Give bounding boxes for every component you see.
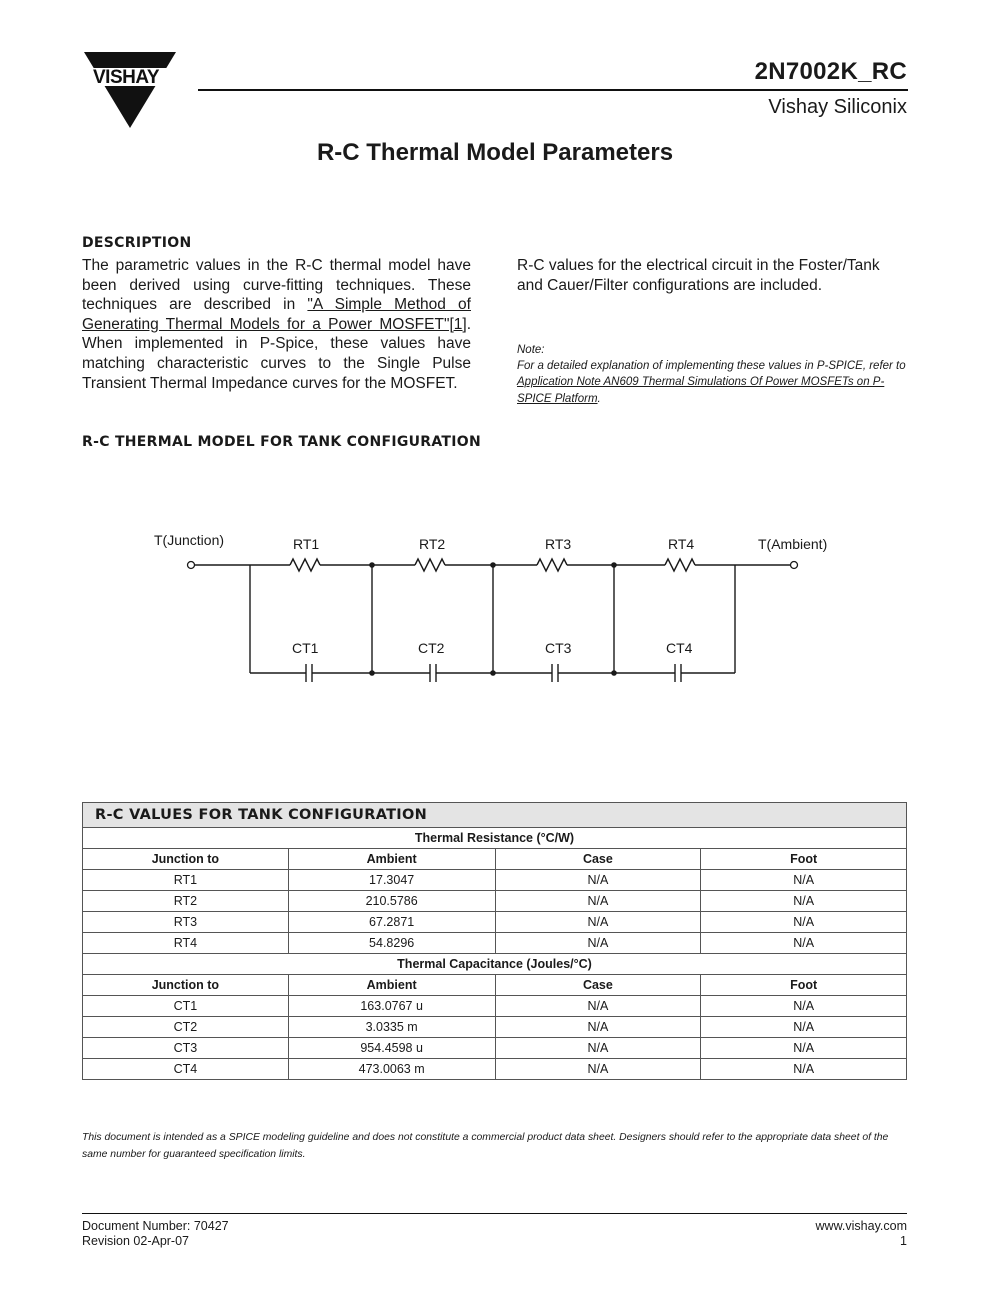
footer-left bbox=[82, 1219, 229, 1249]
page-number: 1 bbox=[900, 1234, 907, 1248]
tank-configuration-heading: R-C THERMAL MODEL FOR TANK CONFIGURATION bbox=[82, 434, 482, 450]
column-header-row bbox=[83, 975, 907, 996]
revision: Revision 02-Apr-07 bbox=[82, 1234, 189, 1248]
table-row bbox=[83, 891, 907, 912]
cell: 210.5786 bbox=[288, 891, 495, 912]
col-ambient: Ambient bbox=[288, 849, 495, 870]
description-heading: DESCRIPTION bbox=[82, 235, 192, 251]
cell: RT2 bbox=[83, 891, 289, 912]
cell: N/A bbox=[495, 996, 701, 1017]
cell: 67.2871 bbox=[288, 912, 495, 933]
cell: 54.8296 bbox=[288, 933, 495, 954]
cell: N/A bbox=[701, 996, 907, 1017]
reference-link[interactable]: "A Simple Method of Generating Thermal Models for a Power MOSFET"[1] bbox=[82, 296, 471, 333]
cell: N/A bbox=[701, 1059, 907, 1080]
table-row bbox=[83, 870, 907, 891]
cell: N/A bbox=[495, 1038, 701, 1059]
cell: 163.0767 u bbox=[288, 996, 495, 1017]
cell: N/A bbox=[701, 891, 907, 912]
cell: N/A bbox=[495, 1059, 701, 1080]
cell: RT4 bbox=[83, 933, 289, 954]
ct3-label: CT3 bbox=[545, 640, 572, 656]
resistance-section-header: Thermal Resistance (°C/W) bbox=[83, 828, 907, 849]
website-link[interactable]: www.vishay.com bbox=[815, 1219, 907, 1233]
capacitance-section-header: Thermal Capacitance (Joules/°C) bbox=[83, 954, 907, 975]
cell: N/A bbox=[701, 1038, 907, 1059]
ct4-label: CT4 bbox=[666, 640, 693, 656]
part-number: 2N7002K_RC bbox=[754, 58, 907, 85]
app-note-link[interactable]: Application Note AN609 Thermal Simulations Of Power MOSFETs on P-SPICE Platform bbox=[517, 376, 885, 405]
junction-terminal bbox=[188, 562, 195, 569]
rc-tank-circuit bbox=[140, 520, 860, 700]
cell: CT1 bbox=[83, 996, 289, 1017]
cell: 3.0335 m bbox=[288, 1017, 495, 1038]
table-row bbox=[83, 996, 907, 1017]
cell: CT3 bbox=[83, 1038, 289, 1059]
col-ambient: Ambient bbox=[288, 975, 495, 996]
note-text-end: . bbox=[597, 392, 601, 405]
rt2-label: RT2 bbox=[419, 536, 446, 552]
col-junction-to: Junction to bbox=[83, 975, 289, 996]
rt4-label: RT4 bbox=[668, 536, 695, 552]
junction-label: T(Junction) bbox=[154, 532, 225, 548]
col-case: Case bbox=[495, 975, 701, 996]
ct1-label: CT1 bbox=[292, 640, 319, 656]
table-row bbox=[83, 912, 907, 933]
disclaimer: This document is intended as a SPICE modeling guideline and does not constitute a commercial product data sheet. Designers should refer to the appropriate data sheet of the same number for guaranteed specification limits. bbox=[82, 1132, 889, 1160]
col-case: Case bbox=[495, 849, 701, 870]
ambient-terminal bbox=[791, 562, 798, 569]
vishay-logo bbox=[72, 50, 182, 130]
cell: 17.3047 bbox=[288, 870, 495, 891]
header-rule bbox=[198, 89, 908, 91]
cell: N/A bbox=[495, 891, 701, 912]
cell: RT3 bbox=[83, 912, 289, 933]
manufacturer: Vishay Siliconix bbox=[768, 96, 907, 118]
table-row bbox=[83, 1038, 907, 1059]
description-text bbox=[82, 256, 471, 393]
footer-right bbox=[816, 1219, 907, 1249]
page-title: R-C Thermal Model Parameters bbox=[316, 139, 674, 166]
cell: N/A bbox=[495, 912, 701, 933]
col-foot: Foot bbox=[701, 975, 907, 996]
table-caption: R-C VALUES FOR TANK CONFIGURATION bbox=[83, 803, 907, 828]
note-text: For a detailed explanation of implementing these values in P-SPICE, refer to bbox=[517, 360, 906, 373]
column-header-row bbox=[83, 849, 907, 870]
configurations-text: R-C values for the electrical circuit in the Foster/Tank and Cauer/Filter configurations are included. bbox=[517, 257, 880, 294]
cell: N/A bbox=[701, 933, 907, 954]
cell: N/A bbox=[701, 1017, 907, 1038]
table-row bbox=[83, 933, 907, 954]
cell: N/A bbox=[701, 912, 907, 933]
document-number: Document Number: 70427 bbox=[82, 1219, 229, 1233]
cell: CT2 bbox=[83, 1017, 289, 1038]
note-label: Note: bbox=[517, 344, 545, 356]
description-text-start: The parametric values in the R-C thermal model have been derived using curve-fitting techniques. These techniques are described in bbox=[82, 257, 471, 314]
cell: N/A bbox=[701, 870, 907, 891]
ct2-label: CT2 bbox=[418, 640, 445, 656]
description-text-end: . When implemented in P-Spice, these values have matching characteristic curves to the Single Pulse Transient Thermal Impedance curves for the MOSFET. bbox=[82, 315, 471, 392]
cell: RT1 bbox=[83, 870, 289, 891]
rt1-label: RT1 bbox=[293, 536, 320, 552]
col-junction-to: Junction to bbox=[83, 849, 289, 870]
cell: 954.4598 u bbox=[288, 1038, 495, 1059]
footer-rule bbox=[82, 1213, 907, 1214]
rt3-label: RT3 bbox=[545, 536, 572, 552]
cell: N/A bbox=[495, 870, 701, 891]
cell: 473.0063 m bbox=[288, 1059, 495, 1080]
note bbox=[517, 342, 909, 407]
ambient-label: T(Ambient) bbox=[758, 536, 828, 552]
cell: CT4 bbox=[83, 1059, 289, 1080]
rc-values-table bbox=[82, 802, 907, 1080]
col-foot: Foot bbox=[701, 849, 907, 870]
logo-text: VISHAY bbox=[93, 67, 159, 88]
table-row bbox=[83, 1059, 907, 1080]
cell: N/A bbox=[495, 1017, 701, 1038]
table-row bbox=[83, 1017, 907, 1038]
cell: N/A bbox=[495, 933, 701, 954]
